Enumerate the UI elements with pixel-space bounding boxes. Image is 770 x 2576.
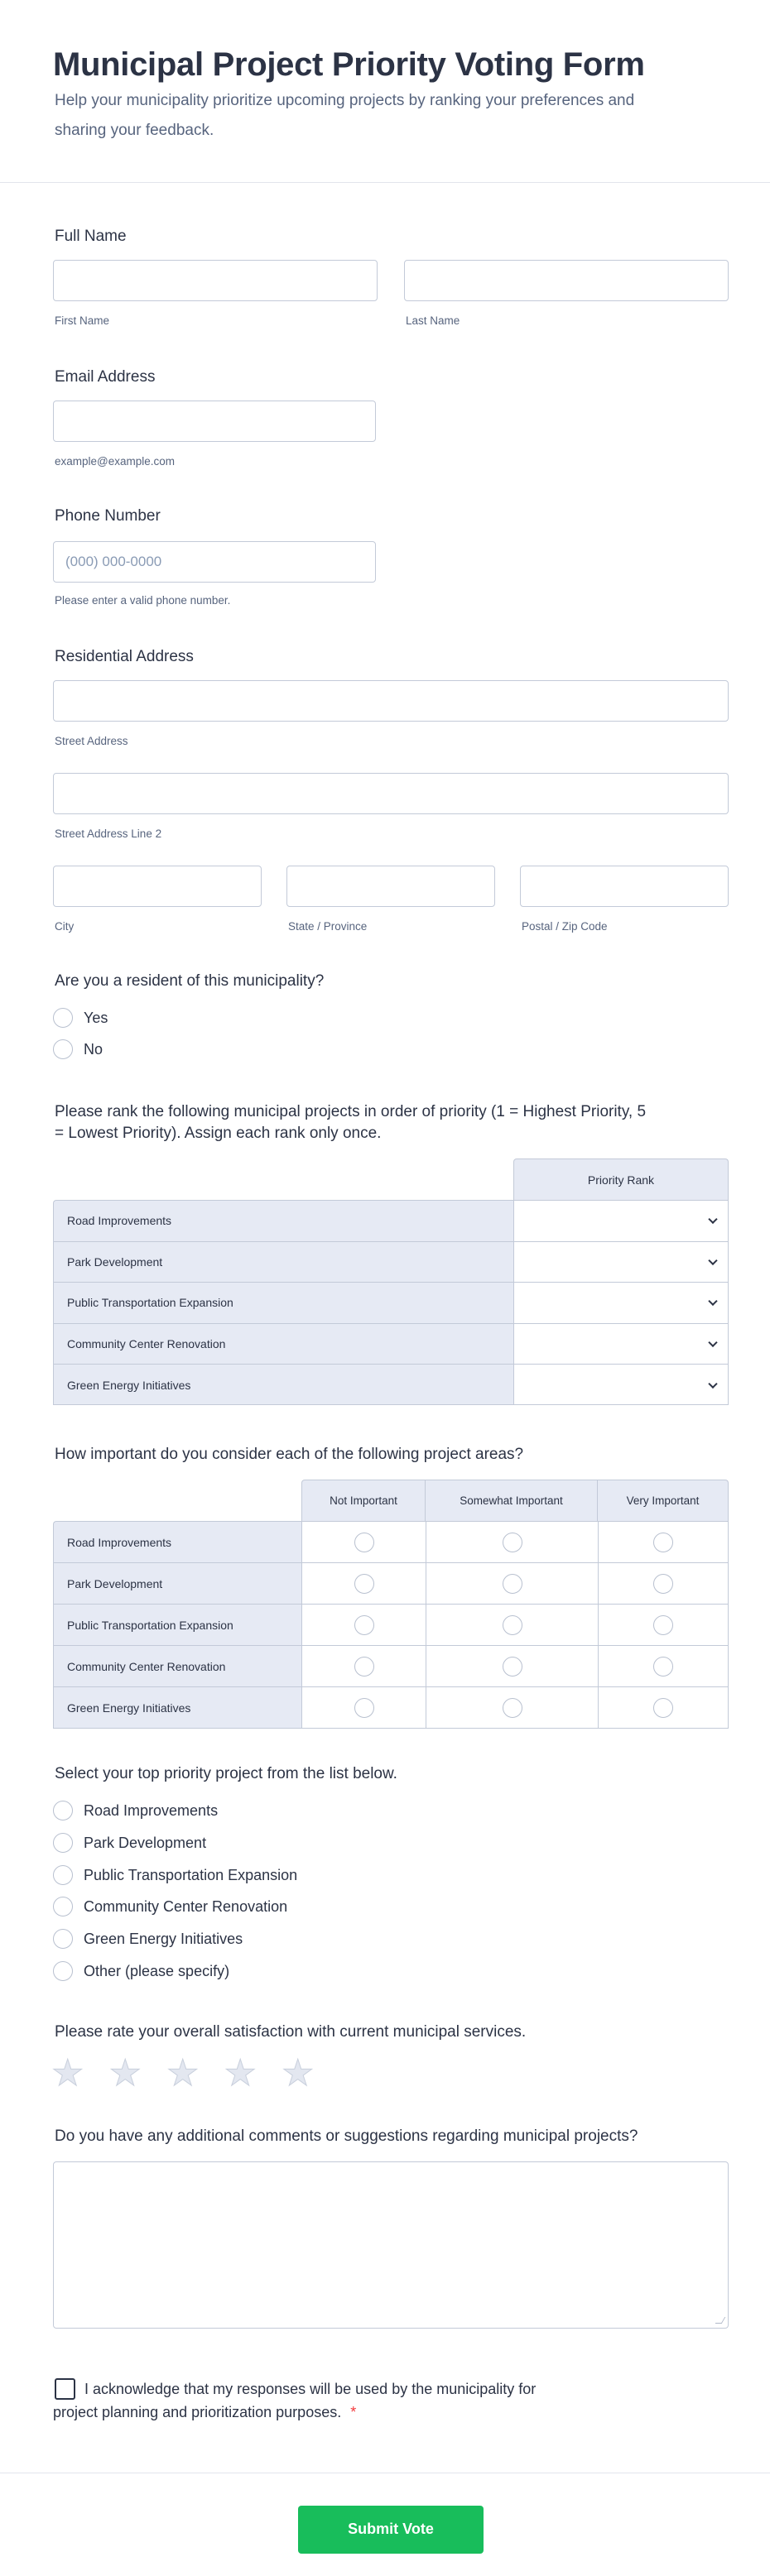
required-mark: * — [350, 2404, 357, 2420]
importance-row-label: Road Improvements — [53, 1521, 301, 1562]
radio-label: No — [84, 1041, 103, 1058]
top-priority-option[interactable] — [53, 1832, 384, 1854]
rank-row — [53, 1364, 729, 1405]
importance-radio[interactable] — [503, 1533, 522, 1552]
state-input[interactable] — [286, 866, 495, 907]
importance-column-header: Somewhat Important — [426, 1480, 598, 1521]
star-icon[interactable]: ★ — [282, 2053, 315, 2094]
importance-radio[interactable] — [653, 1657, 673, 1677]
importance-cell — [426, 1604, 598, 1645]
phone-input[interactable]: (000) 000-0000 — [53, 541, 376, 583]
importance-radio[interactable] — [354, 1615, 374, 1635]
phone-sublabel: Please enter a valid phone number. — [55, 594, 231, 607]
rank-question-2: = Lowest Priority). Assign each rank only once. — [55, 1125, 382, 1142]
radio-circle[interactable] — [53, 1897, 73, 1916]
table-border — [53, 1728, 729, 1729]
header-divider — [0, 182, 770, 183]
importance-column-header: Very Important — [598, 1480, 729, 1521]
importance-cell — [301, 1521, 426, 1562]
rank-row — [53, 1200, 729, 1241]
radio-label: Road Improvements — [84, 1802, 219, 1819]
star-icon[interactable]: ★ — [51, 2053, 84, 2094]
acknowledge-text-line2: project planning and prioritization purposes. — [53, 2404, 342, 2420]
radio-circle[interactable] — [53, 1929, 73, 1949]
importance-radio[interactable] — [653, 1615, 673, 1635]
radio-circle[interactable] — [53, 1039, 73, 1059]
importance-cell — [426, 1645, 598, 1686]
star-icon[interactable]: ★ — [108, 2053, 142, 2094]
rank-row-label: Green Energy Initiatives — [53, 1364, 513, 1405]
importance-row — [53, 1521, 729, 1562]
top-priority-option[interactable] — [53, 1896, 384, 1917]
radio-circle[interactable] — [53, 1833, 73, 1853]
importance-radio[interactable] — [653, 1698, 673, 1718]
resident-question: Are you a resident of this municipality? — [55, 972, 325, 990]
importance-row — [53, 1562, 729, 1604]
importance-radio[interactable] — [354, 1574, 374, 1594]
radio-circle[interactable] — [53, 1008, 73, 1028]
street-address-input[interactable] — [53, 680, 729, 722]
importance-radio[interactable] — [653, 1533, 673, 1552]
rank-select[interactable] — [513, 1364, 729, 1405]
importance-cell — [598, 1645, 729, 1686]
radio-label: Park Development — [84, 1834, 207, 1851]
resident-option-yes[interactable] — [53, 1007, 152, 1029]
top-priority-question: Select your top priority project from the list below. — [55, 1765, 397, 1782]
rank-select[interactable] — [513, 1200, 729, 1241]
chevron-down-icon — [708, 1256, 717, 1265]
rank-row — [53, 1282, 729, 1323]
importance-cell — [598, 1604, 729, 1645]
importance-radio[interactable] — [503, 1698, 522, 1718]
acknowledge-checkbox[interactable] — [55, 2378, 75, 2400]
comments-question: Do you have any additional comments or suggestions regarding municipal projects? — [55, 2127, 638, 2145]
importance-cell — [598, 1521, 729, 1562]
last-name-sublabel: Last Name — [406, 314, 460, 327]
rank-question: Please rank the following municipal projects in order of priority (1 = Highest Priority, 5 — [55, 1103, 647, 1120]
top-priority-option[interactable] — [53, 1800, 384, 1821]
importance-radio[interactable] — [354, 1698, 374, 1718]
star-icon[interactable]: ★ — [224, 2053, 257, 2094]
rank-row-label: Road Improvements — [53, 1200, 513, 1241]
radio-circle[interactable] — [53, 1801, 73, 1820]
top-priority-option[interactable] — [53, 1928, 384, 1950]
importance-radio[interactable] — [503, 1574, 522, 1594]
rank-select[interactable] — [513, 1241, 729, 1283]
first-name-sublabel: First Name — [55, 314, 110, 327]
resident-option-no[interactable] — [53, 1039, 152, 1060]
full-name-label: Full Name — [55, 228, 127, 245]
acknowledge-text-2 — [53, 2401, 356, 2423]
last-name-input[interactable] — [404, 260, 729, 301]
radio-label: Other (please specify) — [84, 1963, 230, 1979]
importance-cell — [598, 1562, 729, 1604]
rank-select[interactable] — [513, 1282, 729, 1323]
table-border — [53, 1404, 729, 1405]
importance-radio[interactable] — [653, 1574, 673, 1594]
email-label: Email Address — [55, 368, 156, 386]
radio-label: Community Center Renovation — [84, 1898, 288, 1916]
chevron-down-icon — [708, 1297, 717, 1306]
comments-textarea[interactable] — [53, 2161, 729, 2329]
importance-row — [53, 1686, 729, 1728]
radio-label: Public Transportation Expansion — [84, 1866, 298, 1883]
street-address-sublabel: Street Address — [55, 735, 128, 747]
rank-column-header: Priority Rank — [513, 1158, 729, 1200]
rank-row-label: Park Development — [53, 1241, 513, 1283]
importance-radio[interactable] — [354, 1533, 374, 1552]
importance-cell — [426, 1521, 598, 1562]
rank-row — [53, 1241, 729, 1283]
top-priority-option[interactable] — [53, 1864, 384, 1886]
importance-cell — [426, 1686, 598, 1728]
importance-cell — [301, 1562, 426, 1604]
importance-column-header: Not Important — [301, 1480, 426, 1521]
importance-cell — [301, 1645, 426, 1686]
importance-row-label: Park Development — [53, 1562, 301, 1604]
radio-label: Green Energy Initiatives — [84, 1931, 243, 1948]
rank-row-label: Public Transportation Expansion — [53, 1282, 513, 1323]
importance-cell — [426, 1562, 598, 1604]
importance-cell — [301, 1686, 426, 1728]
page-subtitle-2: sharing your feedback. — [55, 122, 214, 139]
importance-radio[interactable] — [503, 1657, 522, 1677]
city-sublabel: City — [55, 920, 75, 933]
rank-row — [53, 1323, 729, 1365]
radio-label: Yes — [84, 1010, 108, 1026]
zip-input[interactable] — [520, 866, 729, 907]
rank-row-label: Community Center Renovation — [53, 1323, 513, 1365]
importance-row — [53, 1604, 729, 1645]
importance-radio[interactable] — [354, 1657, 374, 1677]
email-sublabel: example@example.com — [55, 455, 176, 468]
chevron-down-icon — [708, 1379, 717, 1388]
street-address-2-sublabel: Street Address Line 2 — [55, 827, 162, 840]
importance-radio[interactable] — [503, 1615, 522, 1635]
phone-label: Phone Number — [55, 507, 161, 525]
chevron-down-icon — [708, 1215, 717, 1224]
rating-question: Please rate your overall satisfaction with current municipal services. — [55, 2023, 527, 2041]
acknowledge-text: I acknowledge that my responses will be used by the municipality for — [84, 2381, 537, 2397]
radio-circle[interactable] — [53, 1865, 73, 1885]
importance-row — [53, 1645, 729, 1686]
top-priority-option[interactable] — [53, 1960, 384, 1982]
importance-cell — [301, 1604, 426, 1645]
page-title: Municipal Project Priority Voting Form — [53, 46, 645, 83]
rank-select[interactable] — [513, 1323, 729, 1365]
radio-circle[interactable] — [53, 1961, 73, 1981]
importance-row-label: Community Center Renovation — [53, 1645, 301, 1686]
importance-row-label: Green Energy Initiatives — [53, 1686, 301, 1728]
address-label: Residential Address — [55, 648, 194, 665]
first-name-input[interactable] — [53, 260, 378, 301]
submit-vote-button[interactable]: Submit Vote — [298, 2506, 484, 2554]
email-input[interactable] — [53, 401, 376, 442]
state-sublabel: State / Province — [288, 920, 368, 933]
importance-row-label: Public Transportation Expansion — [53, 1604, 301, 1645]
star-icon[interactable]: ★ — [166, 2053, 200, 2094]
chevron-down-icon — [708, 1338, 717, 1347]
zip-sublabel: Postal / Zip Code — [522, 920, 608, 933]
importance-question: How important do you consider each of the following project areas? — [55, 1446, 524, 1463]
page-subtitle: Help your municipality prioritize upcoming projects by ranking your preferences and — [55, 92, 635, 109]
city-input[interactable] — [53, 866, 262, 907]
street-address-2-input[interactable] — [53, 773, 729, 814]
importance-cell — [598, 1686, 729, 1728]
